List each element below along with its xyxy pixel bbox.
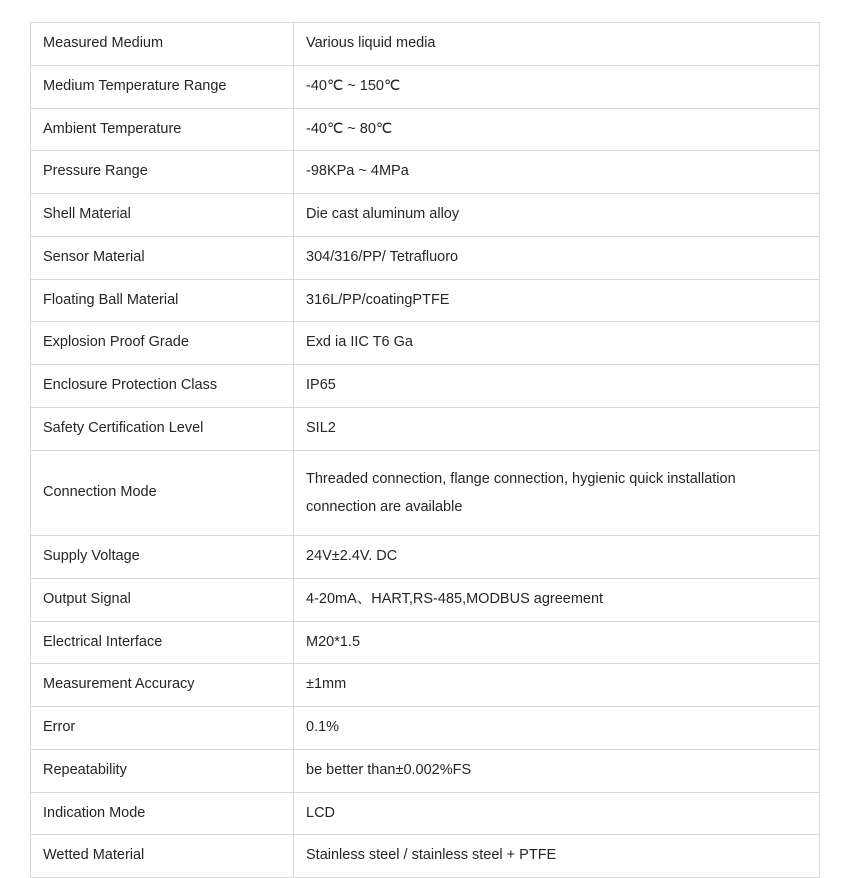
table-row	[31, 65, 820, 108]
spec-label: Explosion Proof Grade	[31, 322, 294, 365]
table-row	[31, 322, 820, 365]
specification-table	[30, 22, 820, 878]
table-row	[31, 450, 820, 536]
spec-value: -40℃ ~ 150℃	[294, 65, 820, 108]
table-row	[31, 664, 820, 707]
table-row	[31, 792, 820, 835]
spec-value: IP65	[294, 365, 820, 408]
table-row	[31, 365, 820, 408]
spec-label: Sensor Material	[31, 236, 294, 279]
spec-value: SIL2	[294, 407, 820, 450]
table-row	[31, 621, 820, 664]
spec-value: 0.1%	[294, 707, 820, 750]
table-row	[31, 578, 820, 621]
spec-value: ±1mm	[294, 664, 820, 707]
spec-value: LCD	[294, 792, 820, 835]
spec-label: Output Signal	[31, 578, 294, 621]
spec-label: Floating Ball Material	[31, 279, 294, 322]
table-row	[31, 707, 820, 750]
spec-label: Error	[31, 707, 294, 750]
spec-value: Die cast aluminum alloy	[294, 194, 820, 237]
spec-label: Safety Certification Level	[31, 407, 294, 450]
spec-value: Threaded connection, flange connection, hygienic quick installation connection are available	[294, 450, 820, 536]
specification-table-body	[31, 23, 820, 878]
spec-value: Exd ia IIC T6 Ga	[294, 322, 820, 365]
spec-value: 4-20mA、HART,RS-485,MODBUS agreement	[294, 578, 820, 621]
spec-label: Connection Mode	[31, 450, 294, 536]
table-row	[31, 407, 820, 450]
spec-value: 316L/PP/coatingPTFE	[294, 279, 820, 322]
spec-value: Stainless steel / stainless steel + PTFE	[294, 835, 820, 878]
spec-label: Enclosure Protection Class	[31, 365, 294, 408]
spec-value: 24V±2.4V. DC	[294, 536, 820, 579]
spec-label: Wetted Material	[31, 835, 294, 878]
spec-value: M20*1.5	[294, 621, 820, 664]
table-row	[31, 108, 820, 151]
spec-value: Various liquid media	[294, 23, 820, 66]
spec-label: Supply Voltage	[31, 536, 294, 579]
spec-label: Repeatability	[31, 749, 294, 792]
table-row	[31, 749, 820, 792]
spec-value: be better than±0.002%FS	[294, 749, 820, 792]
spec-label: Measured Medium	[31, 23, 294, 66]
spec-value: -98KPa ~ 4MPa	[294, 151, 820, 194]
spec-label: Electrical Interface	[31, 621, 294, 664]
spec-label: Ambient Temperature	[31, 108, 294, 151]
spec-label: Medium Temperature Range	[31, 65, 294, 108]
spec-label: Pressure Range	[31, 151, 294, 194]
table-row	[31, 194, 820, 237]
spec-label: Shell Material	[31, 194, 294, 237]
spec-value: 304/316/PP/ Tetrafluoro	[294, 236, 820, 279]
table-row	[31, 835, 820, 878]
table-row	[31, 236, 820, 279]
table-row	[31, 23, 820, 66]
spec-value: -40℃ ~ 80℃	[294, 108, 820, 151]
spec-label: Indication Mode	[31, 792, 294, 835]
table-row	[31, 279, 820, 322]
spec-label: Measurement Accuracy	[31, 664, 294, 707]
table-row	[31, 151, 820, 194]
table-row	[31, 536, 820, 579]
